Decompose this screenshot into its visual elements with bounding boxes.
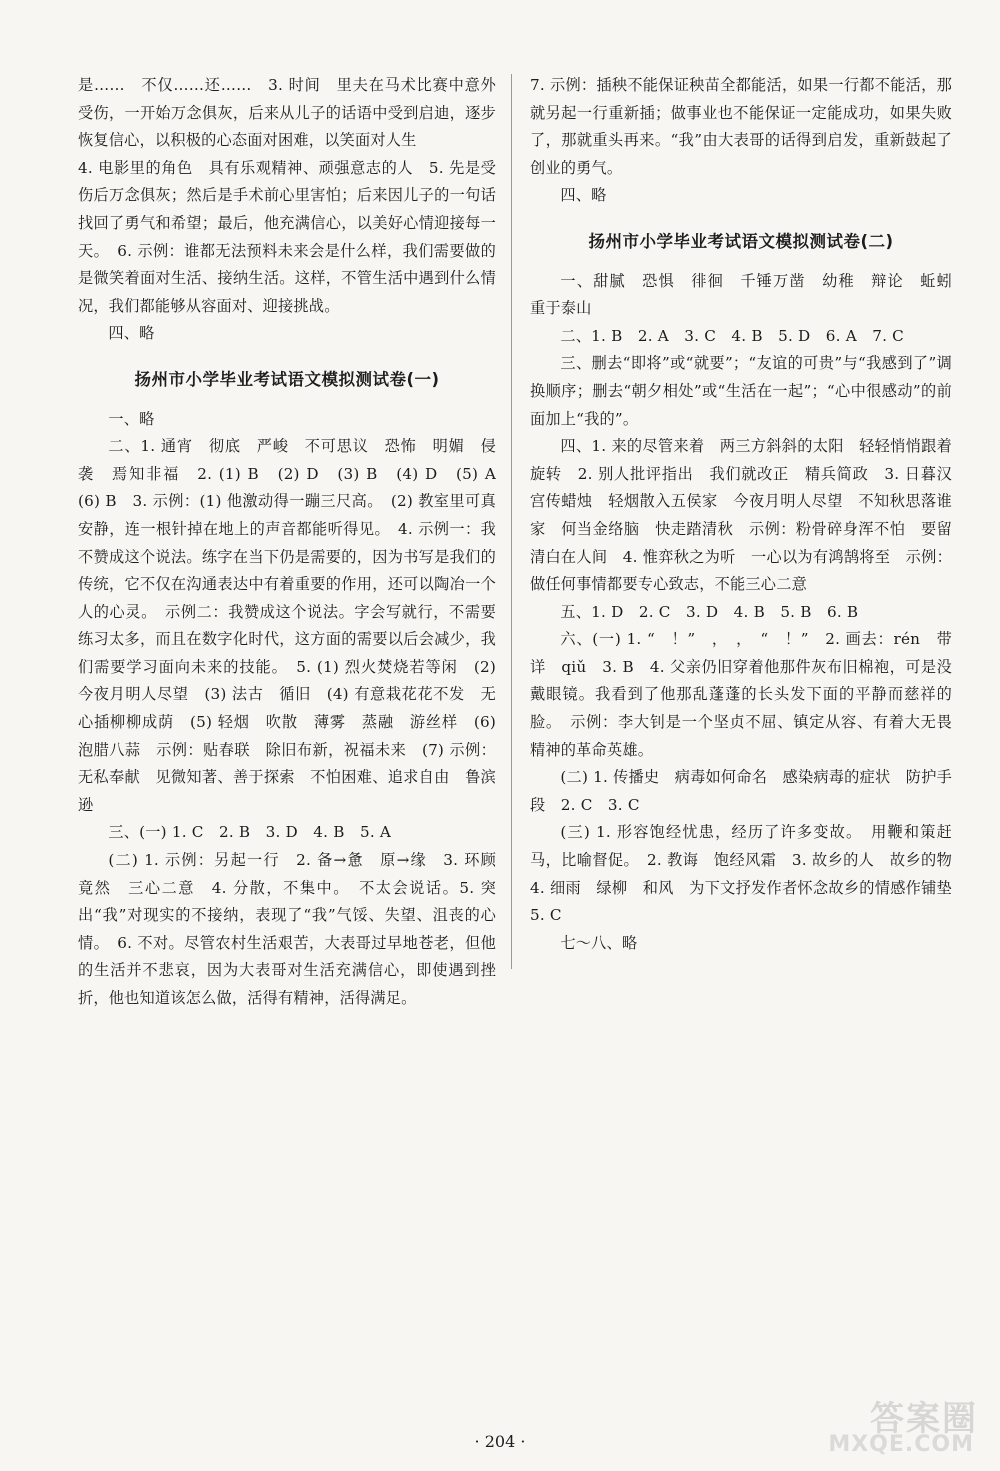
page-number: · 204 · xyxy=(474,1432,526,1451)
left-column xyxy=(78,72,512,1013)
exam2-question-6b: (二) 1. 传播史 病毒如何命名 感染病毒的症状 防护手段 2. C 3. C xyxy=(530,768,952,814)
exam2-question-6a: 六、(一) 1. “ ！” ， ， “ ！” 2. 画去：rén 带 详 qiǔ 3. B 4. 父亲仍旧穿着他那件灰布旧棉袍，可是没戴眼镜。我看到了他那乱蓬蓬的长头发下面的平静而慈祥的脸。 示例：李大钊是一个坚贞不屈、镇定从容、有着大无畏精神的革命英雄。 xyxy=(530,630,968,759)
exam2-question-7-8: 七～八、略 xyxy=(560,933,638,952)
exam2-question-5: 五、1. D 2. C 3. D 4. B 5. B 6. B xyxy=(560,602,859,621)
exam-title-2: 扬州市小学毕业考试语文模拟测试卷(二) xyxy=(588,231,894,251)
exam2-question-1: 一、甜腻 恐惧 徘徊 千锤万凿 幼稚 辩论 蚯蚓 重于泰山 xyxy=(530,271,968,318)
answer-paragraph: 7. 示例：插秧不能保证秧苗全都能活，如果一行都不能活，那就另起一行重新插；做事业也不能保证一定能成功，如果失败了，那就重头再来。“我”由大表哥的话得到启发，重新鼓起了创业的勇气。 xyxy=(530,76,952,177)
column-divider xyxy=(511,74,512,969)
exam2-question-3: 三、删去“即将”或“就要”；“友谊的可贵”与“我感到了”调换顺序；删去“朝夕相处”或“生活在一起”；“心中很感动”的前面加上“我的”。 xyxy=(530,354,952,428)
section-omitted: 四、略 xyxy=(560,186,607,205)
watermark-url: MXQE.COM xyxy=(828,1432,974,1457)
watermark-logo xyxy=(788,1391,978,1457)
exam1-question-3a: 三、(一) 1. C 2. B 3. D 4. B 5. A xyxy=(108,823,392,842)
exam2-question-4: 四、1. 来的尽管来着 两三方斜斜的太阳 轻轻悄悄跟着旋转 2. 别人批评指出 我们就改正 精兵简政 3. 日暮汉宫传蜡烛 轻烟散入五侯家 今夜月明人尽望 不知秋思落谁家 何当金络脑 快走踏清秋 示例：粉骨碎身浑不怕 要留清白在人间 4. 惟弈秋之为听 一心以为有鸿鹄将至 示例：做任何事情都要专心致志，不能三心二意 xyxy=(530,437,952,594)
answer-paragraph: 4. 电影里的角色 具有乐观精神、顽强意志的人 5. 先是受伤后万念俱灰；然后是手术前心里害怕；后来因儿子的一句话找回了勇气和希望；最后，他充满信心，以美好心情迎接每一天。 6. 示例：谁都无法预料未来会是什么样，我们需要做的是微笑着面对生活、接纳生活。这样，不管生活中遇到什么情况，我们都能够从容面对、迎接挑战。 xyxy=(78,158,496,315)
section-omitted: 四、略 xyxy=(108,324,155,343)
exam-title-1: 扬州市小学毕业考试语文模拟测试卷(一) xyxy=(134,369,440,389)
exam1-question-3b: (二) 1. 示例：另起一行 2. 备→惫 原→缘 3. 环顾 竟然 三心二意 4. 分散，不集中。 不太会说话。5. 突出“我”对现实的不接纳，表现了“我”气馁、失望、沮丧的心情。 6. 不对。尽管农村生活艰苦，大表哥过早地苍老，但他的生活并不悲哀，因为大表哥对生活充满信心，即使遇到挫折，他也知道该怎么做，活得有精神，活得满足。 xyxy=(78,851,512,1007)
exam1-question-1: 一、略 xyxy=(108,409,155,428)
exam2-question-2: 二、1. B 2. A 3. C 4. B 5. D 6. A 7. C xyxy=(560,326,904,345)
answer-paragraph: 是…… 不仅……还…… 3. 时间 里夫在马术比赛中意外受伤，一开始万念俱灰，后来从儿子的话语中受到启迪，逐步恢复信心，以积极的心态面对困难，以笑面对人生 xyxy=(78,76,496,150)
exam2-question-6c: (三) 1. 形容饱经忧患，经历了许多变故。 用鞭和策赶马，比喻督促。 2. 教诲 饱经风霜 3. 故乡的人 故乡的物 4. 细雨 绿柳 和风 为下文抒发作者怀念故乡的情感作铺垫 5. C xyxy=(530,823,968,925)
exam1-question-2: 二、1. 通宵 彻底 严峻 不可思议 恐怖 明媚 侵袭 焉知非福 2. (1) B (2) D (3) B (4) D (5) A (6) B 3. 示例：(1) 他激动得一蹦三尺高。 (2) 教室里可真安静，连一根针掉在地上的声音都能听得见。 4. 示例一：我不赞成这个说法。练字在当下仍是需要的，因为书写是我们的传统，它不仅在沟通表达中有着重要的作用，还可以陶冶一个人的心灵。 示例二：我赞成这个说法。字会写就行，不需要练习太多，而且在数字化时代，这方面的需要以后会减少，我们需要学习面向未来的技能。 5. (1) 烈火焚烧若等闲 (2) 今夜月明人尽望 (3) 法古 循旧 (4) 有意栽花花不发 无心插柳柳成荫 (5) 轻烟 吹散 薄雾 蒸融 游丝样 (6) 泡腊八蒜 示例：贴春联 除旧布新，祝福未来 (7) 示例：无私奉献 见微知著、善于探索 不怕困难、追求自由 鲁滨逊 xyxy=(78,437,512,814)
right-column xyxy=(530,72,968,957)
watermark-text: 答案圈 xyxy=(870,1399,978,1439)
